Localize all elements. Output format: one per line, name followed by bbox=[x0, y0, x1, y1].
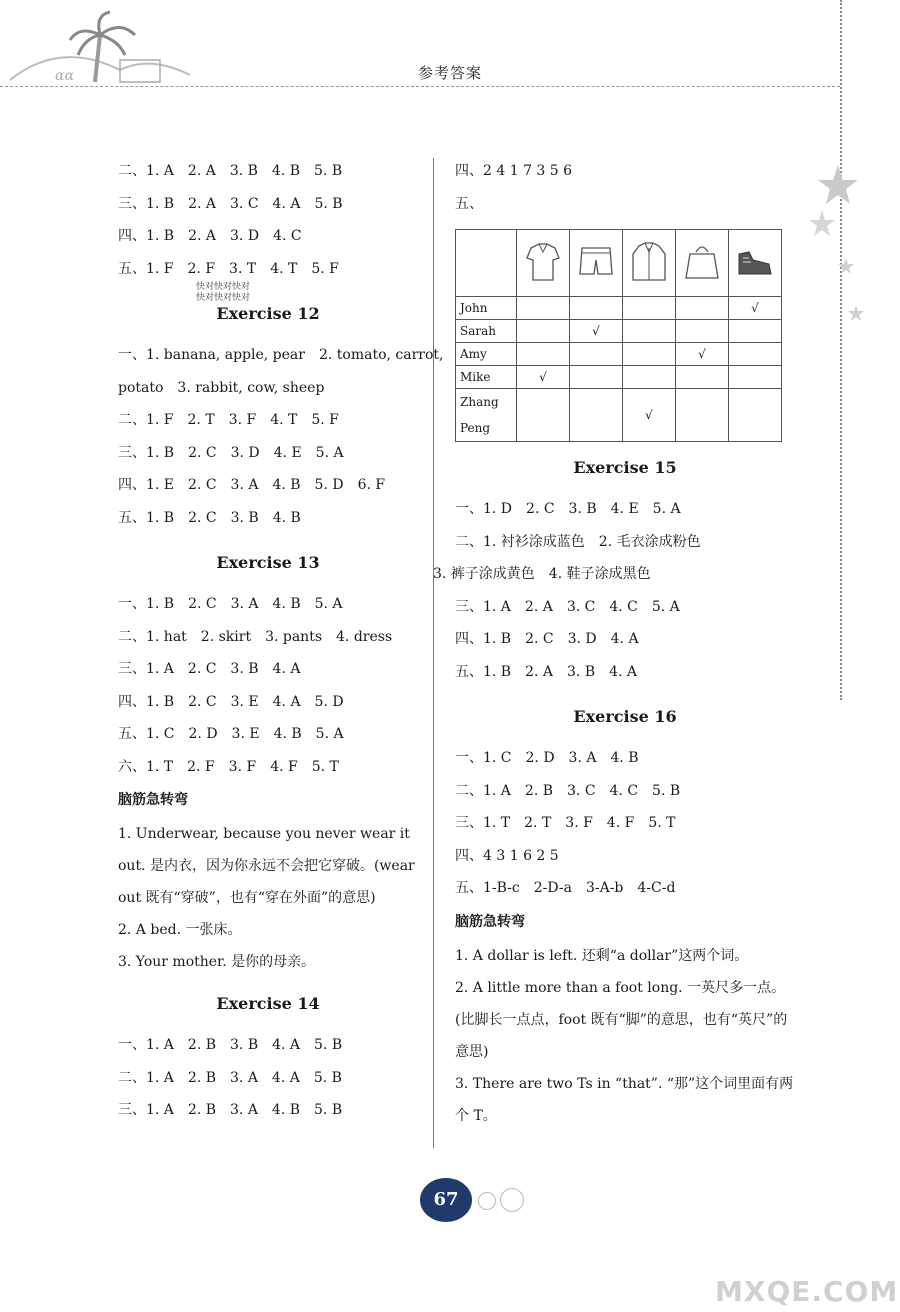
answer-line: 五、1-B-c 2-D-a 3-A-b 4-C-d bbox=[455, 880, 676, 896]
circle-decoration-icon bbox=[500, 1188, 524, 1212]
riddle-answer: 3. Your mother. 是你的母亲。 bbox=[118, 954, 316, 970]
mark-cell bbox=[517, 320, 570, 343]
riddle-answer: 1. A dollar is left. 还剩“a dollar”这两个词。 bbox=[455, 947, 749, 964]
answer-line: 四、1. E 2. C 3. A 4. B 5. D 6. F bbox=[118, 477, 386, 493]
person-name: John bbox=[456, 297, 517, 320]
answer-line: 五、1. B 2. A 3. B 4. A bbox=[455, 663, 638, 680]
answer-line: 三、1. A 2. A 3. C 4. C 5. A bbox=[455, 598, 680, 615]
answer-line: 一、1. D 2. C 3. B 4. E 5. A bbox=[455, 501, 681, 517]
mark-cell bbox=[570, 343, 623, 366]
page-number: 67 bbox=[420, 1178, 472, 1222]
clothes-table-wrap bbox=[455, 229, 795, 442]
mark-cell bbox=[729, 366, 782, 389]
answer-line: 五、 bbox=[455, 195, 483, 212]
exercise-12-title: Exercise 12 bbox=[216, 304, 320, 323]
table-icon-cell bbox=[570, 230, 623, 297]
table-row bbox=[456, 343, 782, 366]
answer-line: 二、1. A 2. B 3. C 4. C 5. B bbox=[455, 782, 681, 799]
answer-line: 三、1. B 2. A 3. C 4. A 5. B bbox=[118, 195, 343, 212]
person-name: Mike bbox=[456, 366, 517, 389]
answer-line: 四、1. B 2. C 3. D 4. A bbox=[455, 631, 639, 647]
riddle-answer: 2. A little more than a foot long. 一英尺多一点。(比脚长一点点，foot 既有“脚”的意思，也有“英尺”的意思) bbox=[455, 979, 788, 1060]
mark-cell bbox=[570, 389, 623, 442]
exercise-16-title: Exercise 16 bbox=[573, 707, 677, 726]
riddle-answer: 1. Underwear, because you never wear it out. 是内衣，因为你永远不会把它穿破。(wear out 既有“穿破”，也有“穿在外面”的意思) bbox=[118, 826, 415, 906]
mark-cell: √ bbox=[517, 366, 570, 389]
answer-line: 一、1. A 2. B 3. B 4. A 5. B bbox=[118, 1037, 343, 1053]
mark-cell: √ bbox=[729, 297, 782, 320]
svg-text:αα: αα bbox=[55, 68, 74, 84]
mark-cell bbox=[517, 389, 570, 442]
circle-decoration-icon bbox=[478, 1192, 496, 1210]
mark-cell bbox=[570, 297, 623, 320]
stamp-line: 快对快对快对 bbox=[196, 282, 251, 292]
table-icon-cell bbox=[729, 230, 782, 297]
mark-cell bbox=[623, 320, 676, 343]
answer-line: potato 3. rabbit, cow, sheep bbox=[118, 379, 325, 396]
answer-line: 五、1. C 2. D 3. E 4. B 5. A bbox=[118, 726, 344, 742]
riddle-answer: 2. A bed. 一张床。 bbox=[118, 922, 242, 938]
stamp-line: 快对快对快对 bbox=[196, 293, 251, 303]
table-row bbox=[456, 297, 782, 320]
answer-line: 五、1. B 2. C 3. B 4. B bbox=[118, 509, 301, 526]
table-header-row bbox=[456, 230, 782, 297]
mark-cell bbox=[676, 297, 729, 320]
answer-line: 二、1. 衬衫涂成蓝色 2. 毛衣涂成粉色 bbox=[455, 533, 701, 550]
riddle-heading: 脑筋急转弯 bbox=[455, 913, 525, 930]
jacket-icon bbox=[629, 240, 669, 284]
person-name: Amy bbox=[456, 343, 517, 366]
answer-line: 三、1. T 2. T 3. F 4. F 5. T bbox=[455, 815, 676, 831]
answer-line: 四、1. B 2. A 3. D 4. C bbox=[118, 228, 302, 244]
mark-cell bbox=[729, 343, 782, 366]
answer-line: 四、4 3 1 6 2 5 bbox=[455, 847, 559, 864]
answer-line: 四、1. B 2. C 3. E 4. A 5. D bbox=[118, 693, 344, 710]
answer-line: 三、1. A 2. B 3. A 4. B 5. B bbox=[118, 1102, 343, 1118]
riddle-answer: 3. There are two Ts in “that”. “那”这个词里面有两个 T。 bbox=[455, 1075, 794, 1124]
table-row bbox=[456, 366, 782, 389]
answer-line: 三、1. A 2. C 3. B 4. A bbox=[118, 661, 301, 677]
watermark: MXQE.COM bbox=[715, 1275, 899, 1308]
star-decoration-icon bbox=[810, 160, 870, 360]
answer-line: 一、1. banana, apple, pear 2. tomato, carrot, bbox=[118, 347, 444, 363]
mark-cell bbox=[517, 297, 570, 320]
table-icon-cell bbox=[676, 230, 729, 297]
answer-line: 五、1. F 2. F 3. T 4. T 5. F bbox=[118, 260, 339, 277]
table-corner-cell bbox=[456, 230, 517, 297]
right-column bbox=[433, 158, 795, 1132]
mark-cell bbox=[623, 366, 676, 389]
header-divider bbox=[0, 86, 840, 87]
mark-cell bbox=[623, 343, 676, 366]
mark-cell bbox=[729, 389, 782, 442]
bag-icon bbox=[682, 240, 722, 284]
mark-cell: √ bbox=[570, 320, 623, 343]
mark-cell bbox=[676, 320, 729, 343]
answer-line: 3. 裤子涂成黄色 4. 鞋子涂成黑色 bbox=[433, 566, 651, 582]
shoes-icon bbox=[735, 240, 775, 284]
mark-cell bbox=[676, 389, 729, 442]
answer-line: 六、1. T 2. F 3. F 4. F 5. T bbox=[118, 758, 339, 775]
riddle-heading: 脑筋急转弯 bbox=[118, 792, 188, 808]
mark-cell bbox=[676, 366, 729, 389]
table-icon-cell bbox=[517, 230, 570, 297]
answer-line: 一、1. B 2. C 3. A 4. B 5. A bbox=[118, 596, 343, 612]
answer-line: 二、1. F 2. T 3. F 4. T 5. F bbox=[118, 412, 339, 428]
exercise-15-title: Exercise 15 bbox=[573, 458, 677, 477]
shirt-icon bbox=[523, 240, 563, 284]
table-row bbox=[456, 389, 782, 442]
person-name: Zhang Peng bbox=[456, 389, 517, 442]
answer-line: 三、1. B 2. C 3. D 4. E 5. A bbox=[118, 444, 344, 461]
table-row bbox=[456, 320, 782, 343]
shorts-icon bbox=[576, 240, 616, 284]
mark-cell bbox=[517, 343, 570, 366]
person-name: Sarah bbox=[456, 320, 517, 343]
left-column bbox=[118, 158, 444, 1130]
table-icon-cell bbox=[623, 230, 676, 297]
answer-line: 四、2 4 1 7 3 5 6 bbox=[455, 163, 573, 179]
clothes-table bbox=[455, 229, 782, 442]
answer-line: 二、1. A 2. A 3. B 4. B 5. B bbox=[118, 163, 343, 179]
mark-cell: √ bbox=[676, 343, 729, 366]
page-title: 参考答案 bbox=[417, 64, 482, 82]
page-footer bbox=[420, 1170, 540, 1230]
answer-line: 二、1. A 2. B 3. A 4. A 5. B bbox=[118, 1069, 342, 1086]
mark-cell bbox=[729, 320, 782, 343]
exercise-14-title: Exercise 14 bbox=[216, 994, 320, 1013]
answer-line: 一、1. C 2. D 3. A 4. B bbox=[455, 750, 639, 766]
exercise-13-title: Exercise 13 bbox=[216, 553, 320, 572]
mark-cell bbox=[570, 366, 623, 389]
column-divider bbox=[433, 158, 434, 1148]
mark-cell: √ bbox=[623, 389, 676, 442]
answer-line: 二、1. hat 2. skirt 3. pants 4. dress bbox=[118, 628, 393, 645]
mark-cell bbox=[623, 297, 676, 320]
page-header bbox=[0, 0, 900, 110]
